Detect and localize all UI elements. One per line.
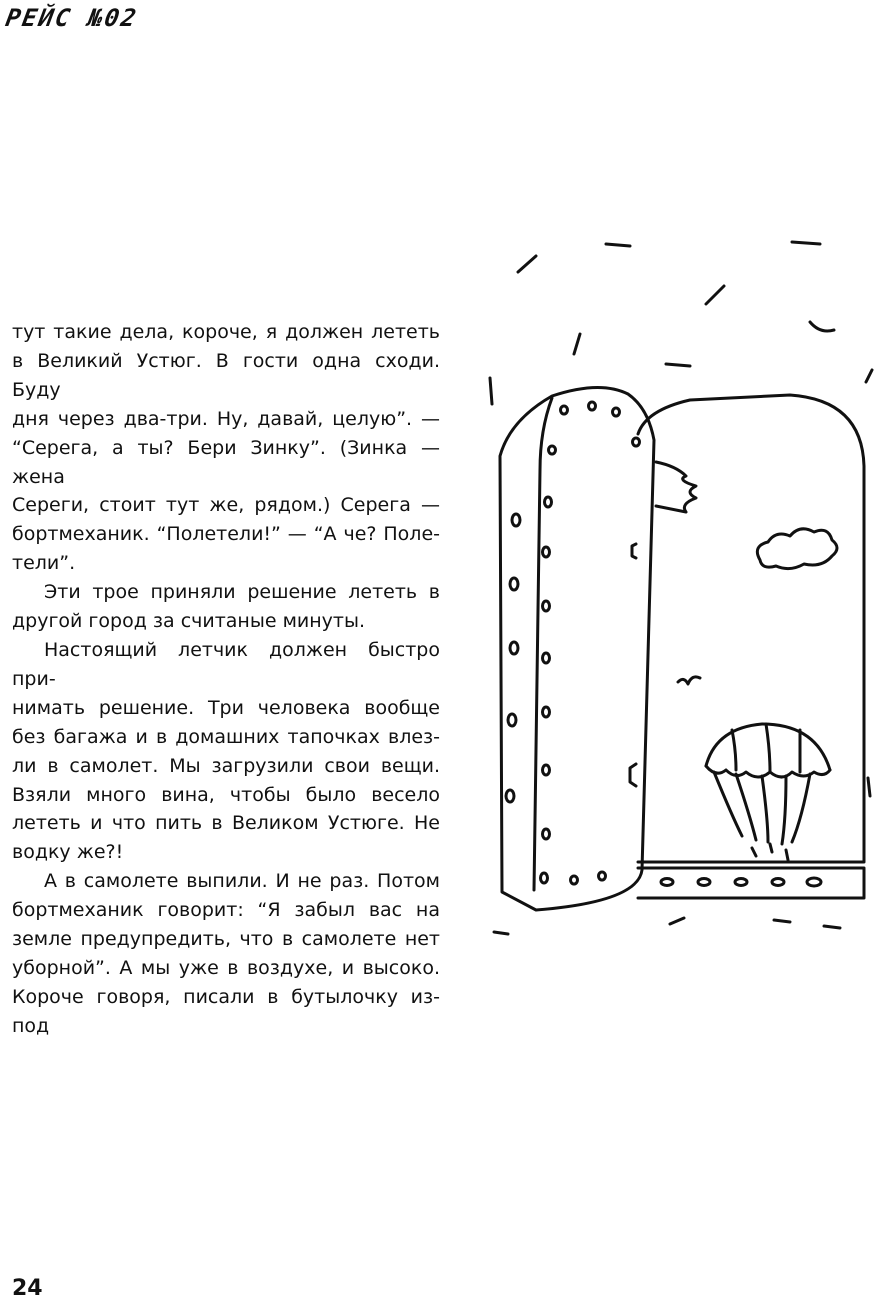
text-line: Сереги, стоит тут же, рядом.) Серега — (12, 494, 440, 517)
body-text-column (12, 318, 440, 1041)
text-line: лететь и что пить в Великом Устюге. Не (12, 812, 440, 835)
text-line: Эти трое приняли решение лететь в (44, 581, 440, 604)
frame-rivets (661, 878, 821, 886)
page-number: 24 (12, 1276, 43, 1301)
text-line: бортмеханик говорит: “Я забыл вас на (12, 899, 440, 922)
aircraft-door-illustration (470, 230, 880, 950)
bird (678, 677, 700, 684)
text-line: земле предупредить, что в самолете нет (12, 928, 440, 951)
text-line: нимать решение. Три человека вообще (12, 696, 440, 719)
door-panel (500, 387, 654, 910)
door-rivets (506, 402, 640, 884)
text-line: бортмеханик. “Полетели!” — “А че? Поле- (12, 523, 440, 546)
text-line: тели”. (12, 552, 76, 575)
door-inner-edge (534, 398, 552, 890)
text-line: без багажа и в домашних тапочках влез- (12, 725, 440, 748)
text-line: “Серега, а ты? Бери Зинку”. (Зинка — жена (12, 436, 440, 488)
parachute (706, 724, 830, 860)
text-line: Настоящий летчик должен быстро при- (12, 638, 440, 690)
text-line: водку же?! (12, 841, 124, 864)
text-line: в Великий Устюг. В гости одна сходи. Буду (12, 349, 440, 401)
text-line: тут такие дела, короче, я должен лететь (12, 321, 440, 343)
text-line: А в самолете выпили. И не раз. Потом (44, 870, 440, 893)
cloud (757, 529, 837, 569)
text-line: Короче говоря, писали в бутылочку из-под (12, 985, 440, 1037)
page-header-title: РЕЙС №02 (3, 4, 141, 32)
text-line: ли в самолет. Мы загрузили свои вещи. (12, 754, 440, 777)
text-line: другой город за считаные минуты. (12, 610, 366, 633)
text-line: уборной”. А мы уже в воздухе, и высоко. (12, 956, 440, 979)
text-line: Взяли много вина, чтобы было весело (12, 783, 440, 806)
text-line: дня через два-три. Ну, давай, целую”. — (12, 407, 440, 430)
door-frame (638, 395, 864, 862)
